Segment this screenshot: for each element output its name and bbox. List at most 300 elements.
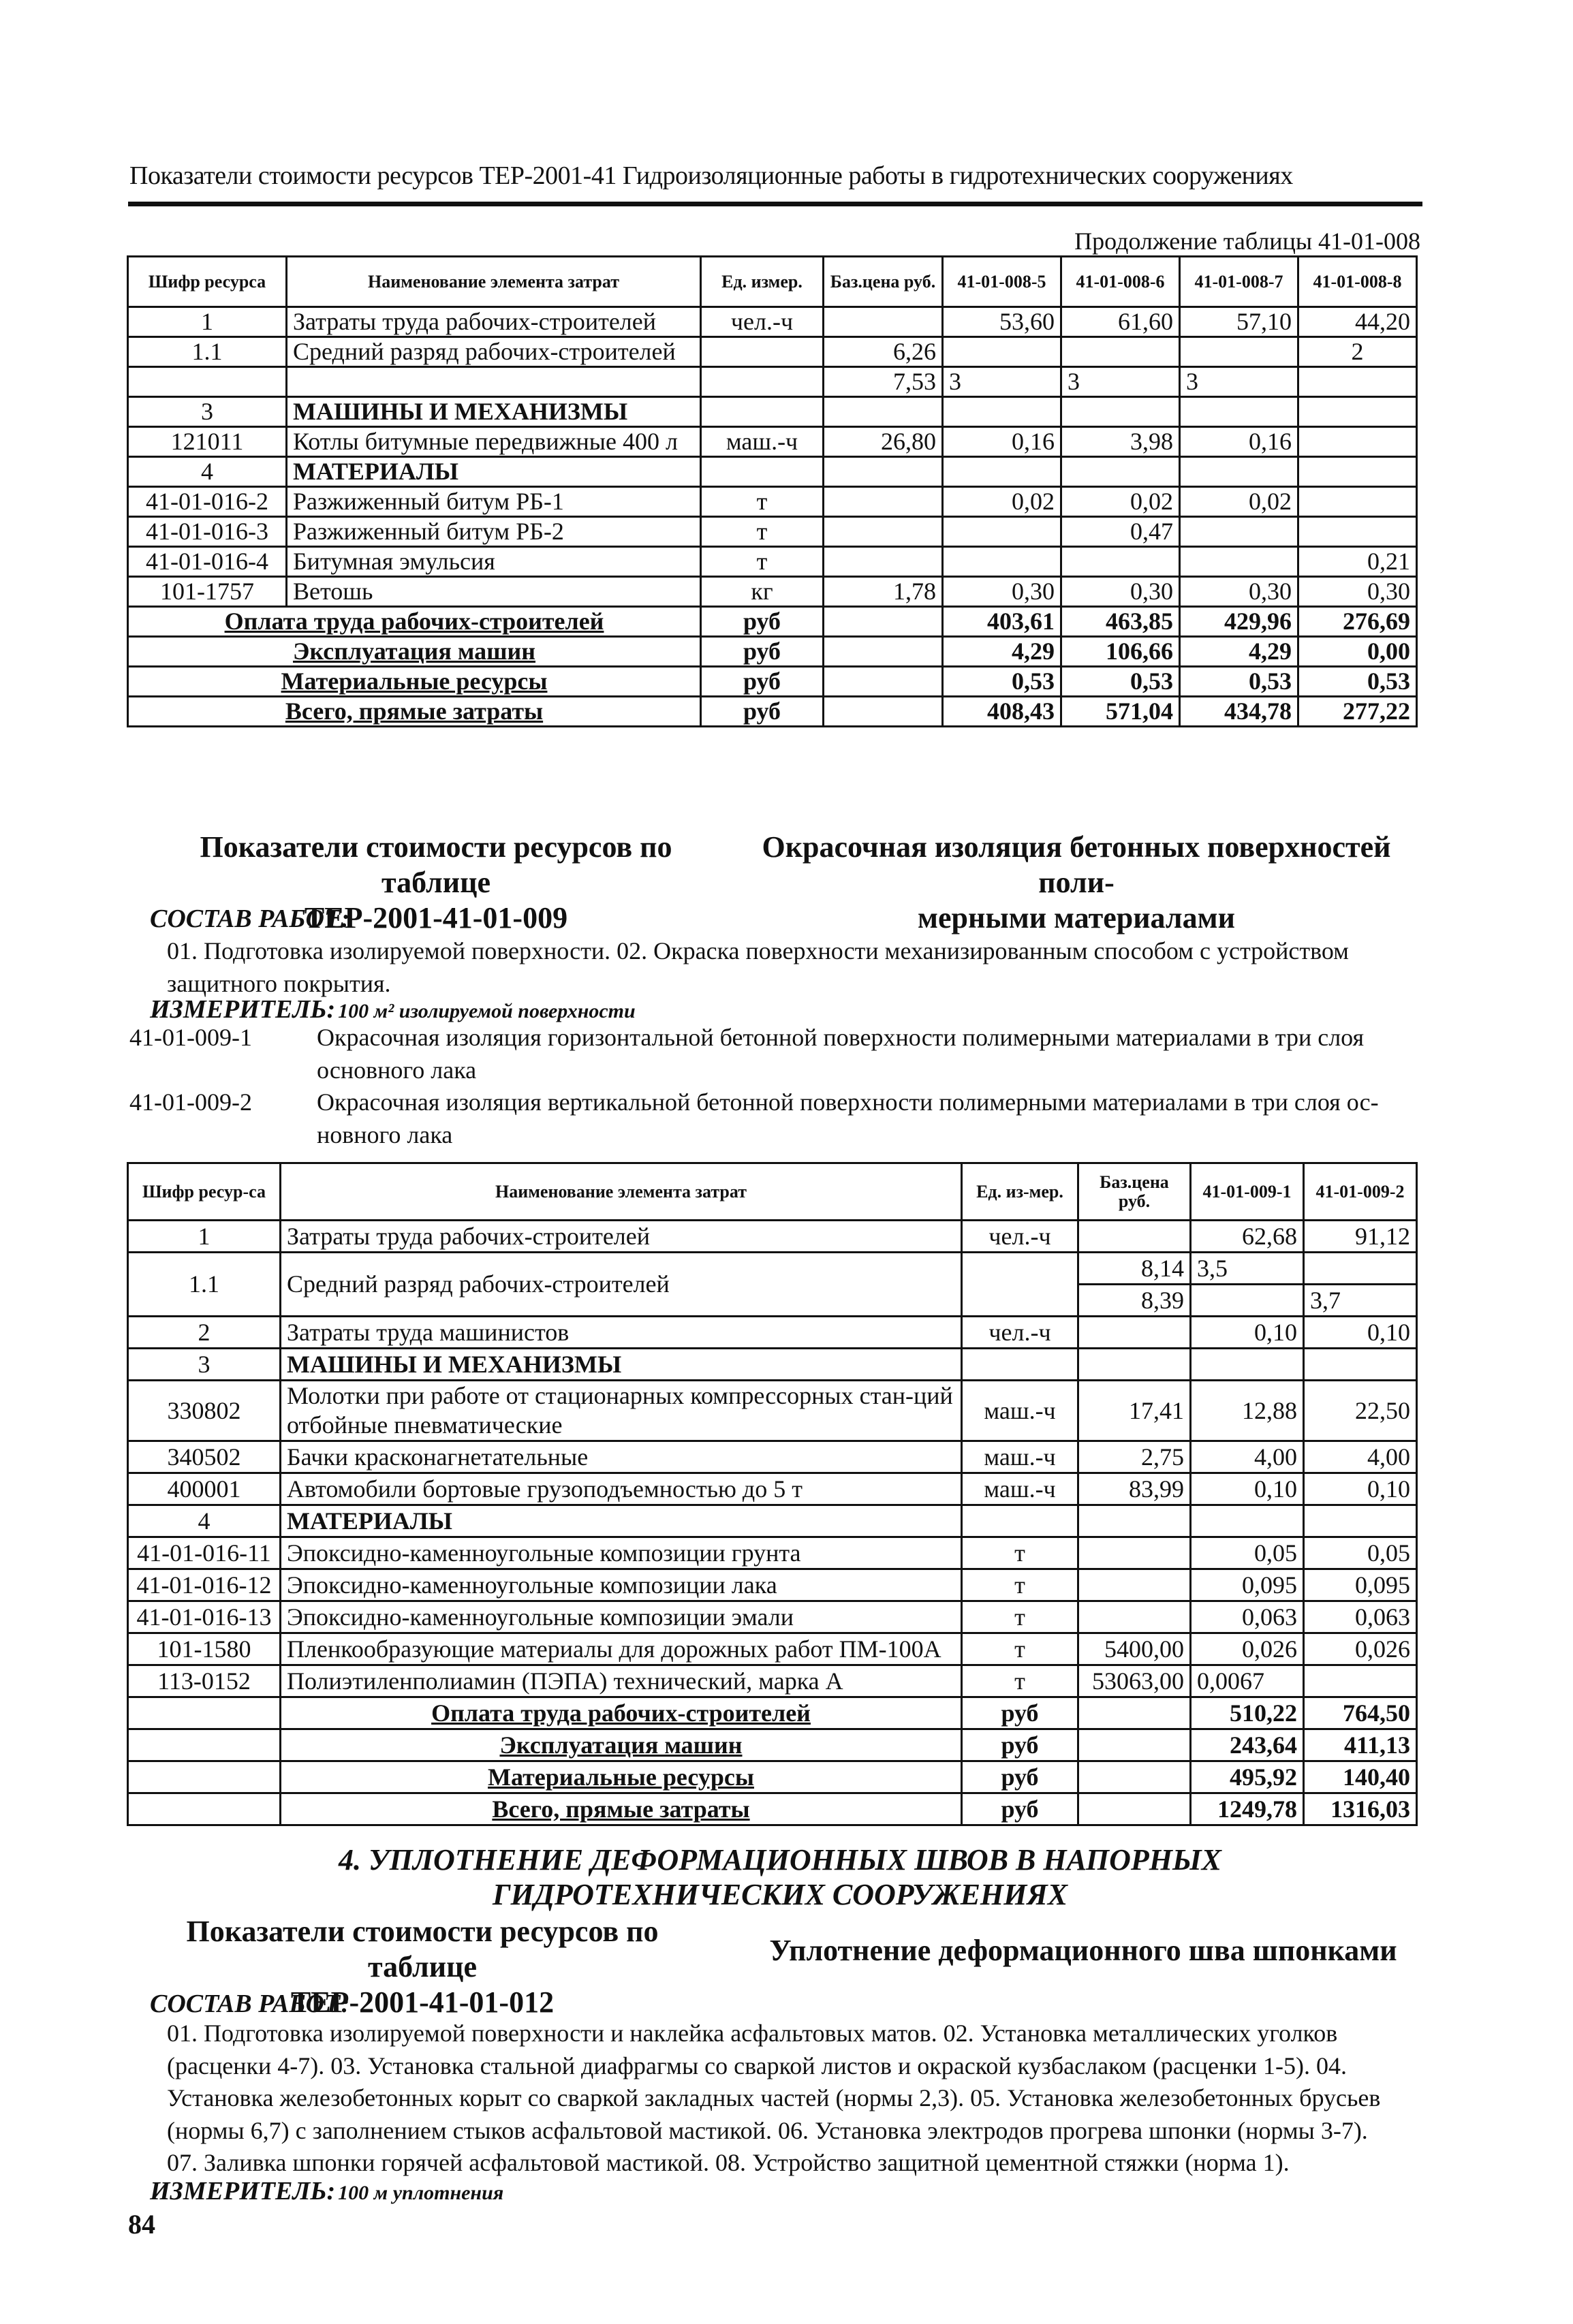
cell-value: 0,30 bbox=[1298, 577, 1417, 607]
list-item bbox=[129, 1022, 1424, 1086]
table-total-row bbox=[128, 667, 1417, 697]
table-total-row bbox=[128, 1729, 1417, 1761]
cell-base-price bbox=[1078, 1601, 1191, 1633]
cell-value bbox=[1304, 1665, 1417, 1697]
cell-code: 1 bbox=[128, 307, 287, 337]
cell-value: 0,53 bbox=[1061, 667, 1180, 697]
cell-value: 0,53 bbox=[1298, 667, 1417, 697]
cell-code bbox=[128, 1793, 281, 1825]
cell-code bbox=[128, 1761, 281, 1793]
cell-value: 53,60 bbox=[943, 307, 1061, 337]
cell-name: Разжиженный битум РБ-1 bbox=[287, 487, 701, 517]
cell-base-price bbox=[1078, 1697, 1191, 1729]
chapter-heading-line: ГИДРОТЕХНИЧЕСКИХ СООРУЖЕНИЯХ bbox=[492, 1878, 1068, 1912]
cell-total-label: Оплата труда рабочих-строителей bbox=[128, 607, 701, 637]
cell-code: 3 bbox=[128, 1349, 281, 1381]
table-row bbox=[128, 1569, 1417, 1601]
table-total-row bbox=[128, 697, 1417, 727]
section-title-right-line: Окрасочная изоляция бетонных поверхностей поли- bbox=[762, 830, 1391, 899]
cell-unit: чел.-ч bbox=[962, 1317, 1078, 1349]
cell-name: Затраты труда рабочих-строителей bbox=[287, 307, 701, 337]
cell-unit: руб bbox=[962, 1729, 1078, 1761]
cell-name: Битумная эмульсия bbox=[287, 547, 701, 577]
cell-value bbox=[1298, 457, 1417, 487]
cell-base-price bbox=[824, 607, 943, 637]
table-total-row bbox=[128, 607, 1417, 637]
cell-value bbox=[1304, 1505, 1417, 1537]
cell-base-price bbox=[824, 697, 943, 727]
cell-base-price: 17,41 bbox=[1078, 1381, 1191, 1441]
cell-value bbox=[943, 547, 1061, 577]
cell-code: 41-01-016-12 bbox=[128, 1569, 281, 1601]
cell-value: 0,21 bbox=[1298, 547, 1417, 577]
cell-value bbox=[1298, 517, 1417, 547]
cell-value: 106,66 bbox=[1061, 637, 1180, 667]
cell-value: 764,50 bbox=[1304, 1697, 1417, 1729]
cell-value: 3,7 bbox=[1304, 1285, 1417, 1317]
table-row bbox=[128, 1665, 1417, 1697]
sostav-text-line: защитного покрытия. bbox=[167, 969, 391, 997]
cell-code: 41-01-016-2 bbox=[128, 487, 287, 517]
cell-name: Бачки красконагнетательные bbox=[281, 1441, 962, 1473]
cell-unit: чел.-ч bbox=[701, 307, 824, 337]
col-header-name: Наименование элемента затрат bbox=[287, 257, 701, 307]
cell-code: 2 bbox=[128, 1317, 281, 1349]
table-row bbox=[128, 397, 1417, 427]
norm-list bbox=[129, 1022, 1424, 1151]
izmer-label: ИЗМЕРИТЕЛЬ: bbox=[150, 995, 336, 1024]
cell-code: 121011 bbox=[128, 427, 287, 457]
col-header-norm: 41-01-008-5 bbox=[943, 257, 1061, 307]
izmer-line bbox=[150, 994, 636, 1024]
cell-value bbox=[1304, 1253, 1417, 1285]
table-total-row bbox=[128, 1697, 1417, 1729]
cell-code: 101-1757 bbox=[128, 577, 287, 607]
cell-section-title: МАШИНЫ И МЕХАНИЗМЫ bbox=[287, 397, 701, 427]
cell-unit bbox=[701, 367, 824, 397]
cell-value: 2 bbox=[1298, 337, 1417, 367]
cell-code: 4 bbox=[128, 457, 287, 487]
norm-code: 41-01-009-2 bbox=[129, 1088, 252, 1116]
cell-value bbox=[1061, 337, 1180, 367]
cell-total-label: Материальные ресурсы bbox=[128, 667, 701, 697]
cell-value: 495,92 bbox=[1191, 1761, 1304, 1793]
cell-value bbox=[1298, 487, 1417, 517]
cell-value: 0,095 bbox=[1304, 1569, 1417, 1601]
cell-value bbox=[943, 337, 1061, 367]
cell-base-price bbox=[824, 397, 943, 427]
cell-value bbox=[1298, 367, 1417, 397]
cell-value bbox=[1180, 517, 1298, 547]
col-header-base-price: Баз.цена руб. bbox=[824, 257, 943, 307]
sostav-label: СОСТАВ РАБОТ: bbox=[150, 905, 350, 933]
cell-value bbox=[1298, 427, 1417, 457]
cell-name: Эпоксидно-каменноугольные композиции грунта bbox=[281, 1537, 962, 1569]
table-row bbox=[128, 1505, 1417, 1537]
cell-value: 22,50 bbox=[1304, 1381, 1417, 1441]
cell-code: 340502 bbox=[128, 1441, 281, 1473]
cell-value: 91,12 bbox=[1304, 1221, 1417, 1253]
izmer-text: 100 м² изолируемой поверхности bbox=[338, 1000, 636, 1022]
section-title-right bbox=[732, 830, 1420, 936]
cell-value: 0,026 bbox=[1191, 1633, 1304, 1665]
cell-unit: т bbox=[701, 547, 824, 577]
section-title-left-line: ТЕР-2001-41-01-012 bbox=[290, 1985, 555, 2019]
cell-unit bbox=[962, 1505, 1078, 1537]
cell-code: 1.1 bbox=[128, 1253, 281, 1317]
cell-value: 0,30 bbox=[1061, 577, 1180, 607]
section-title-right-line: мерными материалами bbox=[918, 900, 1235, 935]
cell-base-price: 1,78 bbox=[824, 577, 943, 607]
cell-base-price: 7,53 bbox=[824, 367, 943, 397]
cell-value bbox=[1298, 397, 1417, 427]
cell-value: 4,29 bbox=[1180, 637, 1298, 667]
section-title-left-line: Показатели стоимости ресурсов по таблице bbox=[186, 1915, 659, 1983]
list-item bbox=[129, 1086, 1424, 1151]
cell-value: 0,063 bbox=[1304, 1601, 1417, 1633]
cell-code: 4 bbox=[128, 1505, 281, 1537]
cell-value bbox=[943, 397, 1061, 427]
cell-unit: т bbox=[962, 1633, 1078, 1665]
chapter-heading bbox=[129, 1842, 1431, 1912]
cell-value: 429,96 bbox=[1180, 607, 1298, 637]
cell-value: 62,68 bbox=[1191, 1221, 1304, 1253]
cell-base-price bbox=[824, 517, 943, 547]
cell-unit: кг bbox=[701, 577, 824, 607]
cell-code: 101-1580 bbox=[128, 1633, 281, 1665]
page-number: 84 bbox=[128, 2209, 155, 2240]
cell-value: 4,29 bbox=[943, 637, 1061, 667]
table-row bbox=[128, 517, 1417, 547]
table-row bbox=[128, 1253, 1417, 1285]
table-total-row bbox=[128, 1761, 1417, 1793]
cell-total-label: Всего, прямые затраты bbox=[281, 1793, 962, 1825]
cell-value bbox=[1304, 1349, 1417, 1381]
cell-value: 0,02 bbox=[1180, 487, 1298, 517]
cell-section-title: МАТЕРИАЛЫ bbox=[281, 1505, 962, 1537]
table-row bbox=[128, 1441, 1417, 1473]
izmer-text: 100 м уплотнения bbox=[338, 2182, 504, 2204]
col-header-norm: 41-01-008-7 bbox=[1180, 257, 1298, 307]
cell-value: 0,00 bbox=[1298, 637, 1417, 667]
izmer-line bbox=[150, 2176, 503, 2206]
cell-unit bbox=[962, 1349, 1078, 1381]
cell-name: Затраты труда машинистов bbox=[281, 1317, 962, 1349]
cell-value: 0,16 bbox=[943, 427, 1061, 457]
cell-name: Разжиженный битум РБ-2 bbox=[287, 517, 701, 547]
table-row bbox=[128, 577, 1417, 607]
cell-base-price bbox=[1078, 1729, 1191, 1761]
cell-code: 1 bbox=[128, 1221, 281, 1253]
cell-value: 0,095 bbox=[1191, 1569, 1304, 1601]
table-row bbox=[128, 1381, 1417, 1441]
cell-value: 0,10 bbox=[1191, 1473, 1304, 1505]
col-header-unit: Ед. измер. bbox=[701, 257, 824, 307]
cell-value: 243,64 bbox=[1191, 1729, 1304, 1761]
cell-unit: т bbox=[962, 1569, 1078, 1601]
cell-value: 0,0067 bbox=[1191, 1665, 1304, 1697]
sostav-text-line: Установка железобетонных корыт со сваркой закладных частей (нормы 2,3). 05. Установка железобетонных брусьев bbox=[167, 2084, 1381, 2112]
cell-unit: руб bbox=[701, 667, 824, 697]
cell-name: Средний разряд рабочих-строителей bbox=[287, 337, 701, 367]
cell-code bbox=[128, 1697, 281, 1729]
cell-base-price bbox=[824, 637, 943, 667]
cell-value: 57,10 bbox=[1180, 307, 1298, 337]
table-total-row bbox=[128, 1793, 1417, 1825]
cell-value: 3,5 bbox=[1191, 1253, 1304, 1285]
sostav-text bbox=[167, 2017, 1434, 2180]
header-rule bbox=[128, 202, 1422, 206]
cell-base-price bbox=[1078, 1221, 1191, 1253]
cell-unit: руб bbox=[701, 607, 824, 637]
cell-unit: т bbox=[962, 1537, 1078, 1569]
cell-value: 1316,03 bbox=[1304, 1793, 1417, 1825]
cell-value: 277,22 bbox=[1298, 697, 1417, 727]
table-continuation-label: Продолжение таблицы 41-01-008 bbox=[1074, 227, 1420, 255]
cell-unit: руб bbox=[962, 1761, 1078, 1793]
cell-section-title: МАТЕРИАЛЫ bbox=[287, 457, 701, 487]
cell-unit: маш.-ч bbox=[701, 427, 824, 457]
cell-unit: маш.-ч bbox=[962, 1473, 1078, 1505]
table-row bbox=[128, 547, 1417, 577]
cell-value: 3 bbox=[1061, 367, 1180, 397]
table-row bbox=[128, 337, 1417, 367]
cell-value: 3,98 bbox=[1061, 427, 1180, 457]
cell-base-price: 8,14 bbox=[1078, 1253, 1191, 1285]
cell-base-price: 26,80 bbox=[824, 427, 943, 457]
table-row bbox=[128, 1537, 1417, 1569]
cell-value bbox=[1191, 1285, 1304, 1317]
cell-value bbox=[943, 517, 1061, 547]
sostav-label: СОСТАВ РАБОТ: bbox=[150, 1990, 350, 2018]
sostav-text-line: 01. Подготовка изолируемой поверхности и наклейка асфальтовых матов. 02. Установка металлических уголков bbox=[167, 2020, 1338, 2047]
sostav-text-line: (нормы 6,7) с заполнением стыков асфальтовой мастикой. 06. Установка электродов прогрева шпонки (нормы 3-7). bbox=[167, 2116, 1368, 2144]
cell-name bbox=[287, 367, 701, 397]
cell-code bbox=[128, 367, 287, 397]
norm-description bbox=[317, 1022, 1364, 1086]
cell-value: 0,063 bbox=[1191, 1601, 1304, 1633]
norm-description-line: новного лака bbox=[317, 1120, 453, 1148]
cell-value bbox=[1180, 397, 1298, 427]
cell-value: 408,43 bbox=[943, 697, 1061, 727]
cell-unit: т bbox=[962, 1665, 1078, 1697]
cell-code: 41-01-016-4 bbox=[128, 547, 287, 577]
cell-base-price bbox=[824, 667, 943, 697]
cell-value: 0,10 bbox=[1304, 1317, 1417, 1349]
cell-value bbox=[1061, 397, 1180, 427]
cell-value: 4,00 bbox=[1191, 1441, 1304, 1473]
cell-base-price bbox=[1078, 1349, 1191, 1381]
cell-total-label: Эксплуатация машин bbox=[281, 1729, 962, 1761]
table-row bbox=[128, 1473, 1417, 1505]
cell-total-label: Оплата труда рабочих-строителей bbox=[281, 1697, 962, 1729]
cell-value: 434,78 bbox=[1180, 697, 1298, 727]
running-header: Показатели стоимости ресурсов ТЕР-2001-41 Гидроизоляционные работы в гидротехнических сооружениях bbox=[129, 161, 1293, 190]
cell-value: 403,61 bbox=[943, 607, 1061, 637]
cell-value: 0,53 bbox=[1180, 667, 1298, 697]
col-header-code: Шифр ресур-са bbox=[128, 1163, 281, 1221]
cell-value: 140,40 bbox=[1304, 1761, 1417, 1793]
cell-value bbox=[1061, 547, 1180, 577]
col-header-name: Наименование элемента затрат bbox=[281, 1163, 962, 1221]
cell-value bbox=[1191, 1505, 1304, 1537]
cell-value: 0,02 bbox=[943, 487, 1061, 517]
section-title-right: Уплотнение деформационного шва шпонками bbox=[769, 1934, 1397, 1967]
sostav-text-line: 07. Заливка шпонки горячей асфальтовой мастикой. 08. Устройство защитной цементной стяжки (норма 1). bbox=[167, 2149, 1290, 2177]
cell-base-price bbox=[824, 547, 943, 577]
cell-value: 411,13 bbox=[1304, 1729, 1417, 1761]
table-row bbox=[128, 457, 1417, 487]
cell-name: Автомобили бортовые грузоподъемностью до 5 т bbox=[281, 1473, 962, 1505]
col-header-norm: 41-01-009-2 bbox=[1304, 1163, 1417, 1221]
cell-value bbox=[1180, 457, 1298, 487]
cell-base-price bbox=[1078, 1569, 1191, 1601]
cell-value: 3 bbox=[1180, 367, 1298, 397]
cell-value: 61,60 bbox=[1061, 307, 1180, 337]
cell-value: 0,10 bbox=[1304, 1473, 1417, 1505]
izmer-label: ИЗМЕРИТЕЛЬ: bbox=[150, 2177, 336, 2205]
cell-base-price bbox=[1078, 1793, 1191, 1825]
cell-value: 1249,78 bbox=[1191, 1793, 1304, 1825]
cell-value: 0,53 bbox=[943, 667, 1061, 697]
table-row bbox=[128, 1633, 1417, 1665]
sostav-text bbox=[167, 935, 1427, 1000]
resource-table-41-01-009 bbox=[127, 1162, 1418, 1826]
table-row bbox=[128, 427, 1417, 457]
cell-base-price bbox=[1078, 1761, 1191, 1793]
cell-value: 0,30 bbox=[943, 577, 1061, 607]
cell-code: 400001 bbox=[128, 1473, 281, 1505]
table-header-row bbox=[128, 257, 1417, 307]
norm-description bbox=[317, 1086, 1379, 1151]
cell-value bbox=[1180, 337, 1298, 367]
cell-unit: руб bbox=[962, 1793, 1078, 1825]
norm-description-line: Окрасочная изоляция вертикальной бетонной поверхности полимерными материалами в три слоя ос- bbox=[317, 1088, 1379, 1116]
table-row bbox=[128, 487, 1417, 517]
cell-code: 330802 bbox=[128, 1381, 281, 1441]
cell-base-price: 5400,00 bbox=[1078, 1633, 1191, 1665]
cell-name: Полиэтиленполиамин (ПЭПА) технический, марка А bbox=[281, 1665, 962, 1697]
cell-base-price: 53063,00 bbox=[1078, 1665, 1191, 1697]
cell-value: 0,16 bbox=[1180, 427, 1298, 457]
table-row bbox=[128, 1601, 1417, 1633]
norm-description-line: основного лака bbox=[317, 1056, 477, 1084]
cell-unit: чел.-ч bbox=[962, 1221, 1078, 1253]
col-header-unit: Ед. из-мер. bbox=[962, 1163, 1078, 1221]
col-header-norm: 41-01-008-8 bbox=[1298, 257, 1417, 307]
norm-description-line: Окрасочная изоляция горизонтальной бетонной поверхности полимерными материалами в три слоя bbox=[317, 1024, 1365, 1051]
cell-unit: т bbox=[701, 487, 824, 517]
section-title-left-line: Показатели стоимости ресурсов по таблице bbox=[200, 830, 672, 899]
cell-base-price: 8,39 bbox=[1078, 1285, 1191, 1317]
cell-value: 0,05 bbox=[1304, 1537, 1417, 1569]
cell-code bbox=[128, 1729, 281, 1761]
cell-code: 41-01-016-11 bbox=[128, 1537, 281, 1569]
cell-unit: т bbox=[701, 517, 824, 547]
cell-name: Котлы битумные передвижные 400 л bbox=[287, 427, 701, 457]
cell-value bbox=[1180, 547, 1298, 577]
cell-value bbox=[1061, 457, 1180, 487]
cell-value bbox=[1191, 1349, 1304, 1381]
cell-base-price: 83,99 bbox=[1078, 1473, 1191, 1505]
cell-unit bbox=[962, 1253, 1078, 1317]
cell-name: Пленкообразующие материалы для дорожных работ ПМ-100А bbox=[281, 1633, 962, 1665]
cell-value bbox=[943, 457, 1061, 487]
cell-unit: руб bbox=[962, 1697, 1078, 1729]
table-row bbox=[128, 1221, 1417, 1253]
cell-value: 4,00 bbox=[1304, 1441, 1417, 1473]
cell-name: Эпоксидно-каменноугольные композиции лака bbox=[281, 1569, 962, 1601]
cell-value: 463,85 bbox=[1061, 607, 1180, 637]
table-row bbox=[128, 367, 1417, 397]
cell-code: 41-01-016-13 bbox=[128, 1601, 281, 1633]
norm-code: 41-01-009-1 bbox=[129, 1024, 252, 1051]
col-header-base-price: Баз.цена руб. bbox=[1078, 1163, 1191, 1221]
table-row bbox=[128, 1317, 1417, 1349]
cell-base-price bbox=[824, 487, 943, 517]
cell-name: Молотки при работе от стационарных компрессорных стан-ций отбойные пневматические bbox=[281, 1381, 962, 1441]
cell-unit: руб bbox=[701, 637, 824, 667]
sostav-text-line: 01. Подготовка изолируемой поверхности. 02. Окраска поверхности механизированным способом с устройством bbox=[167, 937, 1349, 964]
cell-unit bbox=[701, 457, 824, 487]
cell-value: 3 bbox=[943, 367, 1061, 397]
cell-code: 1.1 bbox=[128, 337, 287, 367]
cell-base-price bbox=[824, 307, 943, 337]
cell-total-label: Материальные ресурсы bbox=[281, 1761, 962, 1793]
cell-value: 44,20 bbox=[1298, 307, 1417, 337]
cell-name: Ветошь bbox=[287, 577, 701, 607]
cell-value: 510,22 bbox=[1191, 1697, 1304, 1729]
cell-value: 12,88 bbox=[1191, 1381, 1304, 1441]
cell-name: Средний разряд рабочих-строителей bbox=[281, 1253, 962, 1317]
cell-total-label: Всего, прямые затраты bbox=[128, 697, 701, 727]
cell-unit: руб bbox=[701, 697, 824, 727]
cell-unit: маш.-ч bbox=[962, 1441, 1078, 1473]
sostav-text-line: (расценки 4-7). 03. Установка стальной диафрагмы со сваркой листов и окраской кузбаслаком (расценки 1-5). 04. bbox=[167, 2052, 1348, 2079]
cell-total-label: Эксплуатация машин bbox=[128, 637, 701, 667]
cell-code: 41-01-016-3 bbox=[128, 517, 287, 547]
cell-value: 0,026 bbox=[1304, 1633, 1417, 1665]
cell-value: 0,02 bbox=[1061, 487, 1180, 517]
cell-unit: маш.-ч bbox=[962, 1381, 1078, 1441]
cell-value: 0,10 bbox=[1191, 1317, 1304, 1349]
cell-value: 571,04 bbox=[1061, 697, 1180, 727]
col-header-norm: 41-01-009-1 bbox=[1191, 1163, 1304, 1221]
cell-base-price bbox=[1078, 1505, 1191, 1537]
table-row bbox=[128, 1349, 1417, 1381]
cell-code: 113-0152 bbox=[128, 1665, 281, 1697]
table-total-row bbox=[128, 637, 1417, 667]
col-header-norm: 41-01-008-6 bbox=[1061, 257, 1180, 307]
cell-value: 276,69 bbox=[1298, 607, 1417, 637]
cell-value: 0,47 bbox=[1061, 517, 1180, 547]
cell-unit: т bbox=[962, 1601, 1078, 1633]
cell-base-price bbox=[1078, 1317, 1191, 1349]
cell-value: 0,30 bbox=[1180, 577, 1298, 607]
cell-name: Затраты труда рабочих-строителей bbox=[281, 1221, 962, 1253]
cell-value: 0,05 bbox=[1191, 1537, 1304, 1569]
cell-name: Эпоксидно-каменноугольные композиции эмали bbox=[281, 1601, 962, 1633]
cell-base-price bbox=[1078, 1537, 1191, 1569]
cell-base-price: 2,75 bbox=[1078, 1441, 1191, 1473]
cell-code: 3 bbox=[128, 397, 287, 427]
col-header-code: Шифр ресурса bbox=[128, 257, 287, 307]
cell-base-price bbox=[824, 457, 943, 487]
section-title-left-line: ТЕР-2001-41-01-009 bbox=[304, 900, 568, 935]
cell-section-title: МАШИНЫ И МЕХАНИЗМЫ bbox=[281, 1349, 962, 1381]
cell-unit bbox=[701, 337, 824, 367]
cell-unit bbox=[701, 397, 824, 427]
